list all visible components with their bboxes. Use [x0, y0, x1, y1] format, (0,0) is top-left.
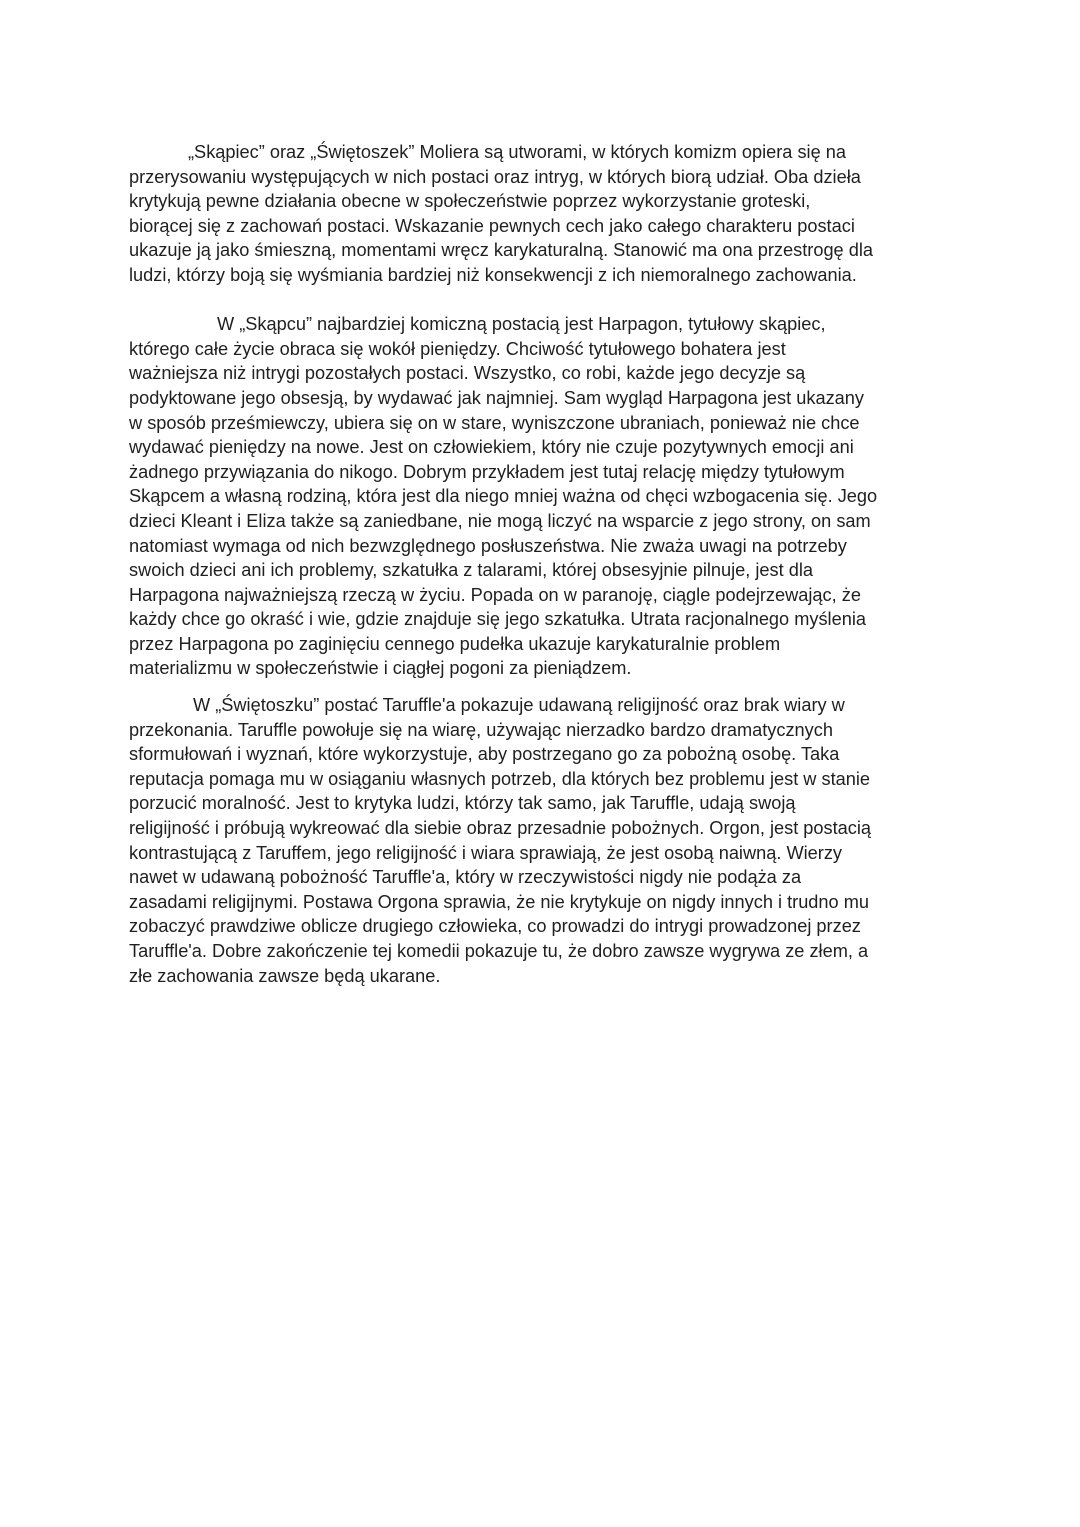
text-line: ludzi, którzy boją się wyśmiania bardziej niż konsekwencji z ich niemoralnego zachowania.: [129, 264, 857, 285]
text-line: wydawać pieniędzy na nowe. Jest on człowiekiem, który nie czuje pozytywnych emocji ani: [129, 437, 854, 458]
paragraph-intro: [129, 140, 959, 288]
text-line: W „Skąpcu” najbardziej komiczną postacią jest Harpagon, tytułowy skąpiec,: [217, 314, 826, 335]
text-line: kontrastującą z Taruffem, jego religijność i wiara sprawiają, że jest osobą naiwną. Wierzy: [129, 842, 843, 863]
text-line: sformułowań i wyznań, które wykorzystuje, aby postrzegano go za pobożną osobę. Taka: [129, 744, 840, 765]
text-line: każdy chce go okraść i wie, gdzie znajduje się jego szkatułka. Utrata racjonalnego myślenia: [129, 609, 866, 630]
text-line: w sposób prześmiewczy, ubiera się on w stare, wyniszczone ubraniach, ponieważ nie chce: [129, 412, 860, 433]
text-line: którego całe życie obraca się wokół pieniędzy. Chciwość tytułowego bohatera jest: [129, 338, 786, 359]
text-line: przez Harpagona po zaginięciu cennego pudełka ukazuje karykaturalnie problem: [129, 633, 781, 654]
text-line: dzieci Kleant i Eliza także są zaniedbane, nie mogą liczyć na wsparcie z jego strony, on sam: [129, 510, 871, 531]
text-line: natomiast wymaga od nich bezwzględnego posłuszeństwa. Nie zważa uwagi na potrzeby: [129, 535, 847, 556]
text-line: ukazuje ją jako śmieszną, momentami wręcz karykaturalną. Stanowić ma ona przestrogę dla: [129, 240, 874, 261]
text-line: porzucić moralność. Jest to krytyka ludzi, którzy tak samo, jak Taruffle, udają swoją: [129, 793, 796, 814]
text-line: zobaczyć prawdziwe oblicze drugiego człowieka, co prowadzi do intrygi prowadzonej przez: [129, 916, 861, 937]
document-body: [129, 140, 959, 988]
text-line: reputacja pomaga mu w osiąganiu własnych potrzeb, dla których bez problemu jest w stanie: [129, 768, 871, 789]
text-line: krytykują pewne działania obecne w społeczeństwie poprzez wykorzystanie groteski,: [129, 191, 811, 212]
paragraph-skapiec: [129, 312, 959, 681]
text-line: przerysowaniu występujących w nich postaci oraz intryg, w których biorą udział. Oba dzieła: [129, 166, 861, 187]
text-line: swoich dzieci ani ich problemy, szkatułka z talarami, której obsesyjnie pilnuje, jest dla: [129, 560, 814, 581]
text-line: ważniejsza niż intrygi pozostałych postaci. Wszystko, co robi, każde jego decyzje są: [129, 363, 806, 384]
text-line: religijność i próbują wykreować dla siebie obraz przesadnie pobożnych. Orgon, jest postacią: [129, 818, 872, 839]
text-line: Taruffle'a. Dobre zakończenie tej komedii pokazuje tu, że dobro zawsze wygrywa ze złem, a: [129, 941, 869, 961]
text-line: W „Świętoszku” postać Taruffle'a pokazuje udawaną religijność oraz brak wiary w: [193, 695, 845, 716]
paragraph-swietoszek: [129, 693, 959, 988]
text-line: zasadami religijnymi. Postawa Orgona sprawia, że nie krytykuje on nigdy innych i trudno mu: [129, 891, 869, 912]
text-line: żadnego przywiązania do nikogo. Dobrym przykładem jest tutaj relację między tytułowym: [129, 461, 845, 482]
text-line: „Skąpiec” oraz „Świętoszek” Moliera są utworami, w których komizm opiera się na: [188, 142, 846, 162]
text-line: biorącej się z zachowań postaci. Wskazanie pewnych cech jako całego charakteru postaci: [129, 215, 855, 236]
text-line: materializmu w społeczeństwie i ciągłej pogoni za pieniądzem.: [129, 658, 632, 679]
text-line: przekonania. Taruffle powołuje się na wiarę, używając nierzadko bardzo dramatycznych: [129, 719, 833, 740]
text-line: Harpagona najważniejszą rzeczą w życiu. Popada on w paranoję, ciągle podejrzewając, że: [129, 584, 861, 605]
text-line: nawet w udawaną pobożność Taruffle'a, który w rzeczywistości nigdy nie podąża za: [129, 867, 802, 888]
text-line: Skąpcem a własną rodziną, która jest dla niego mniej ważna od chęci wzbogacenia się. Jego: [129, 486, 878, 507]
text-line: złe zachowania zawsze będą ukarane.: [129, 965, 441, 986]
text-line: podyktowane jego obsesją, by wydawać jak najmniej. Sam wygląd Harpagona jest ukazany: [129, 387, 864, 408]
